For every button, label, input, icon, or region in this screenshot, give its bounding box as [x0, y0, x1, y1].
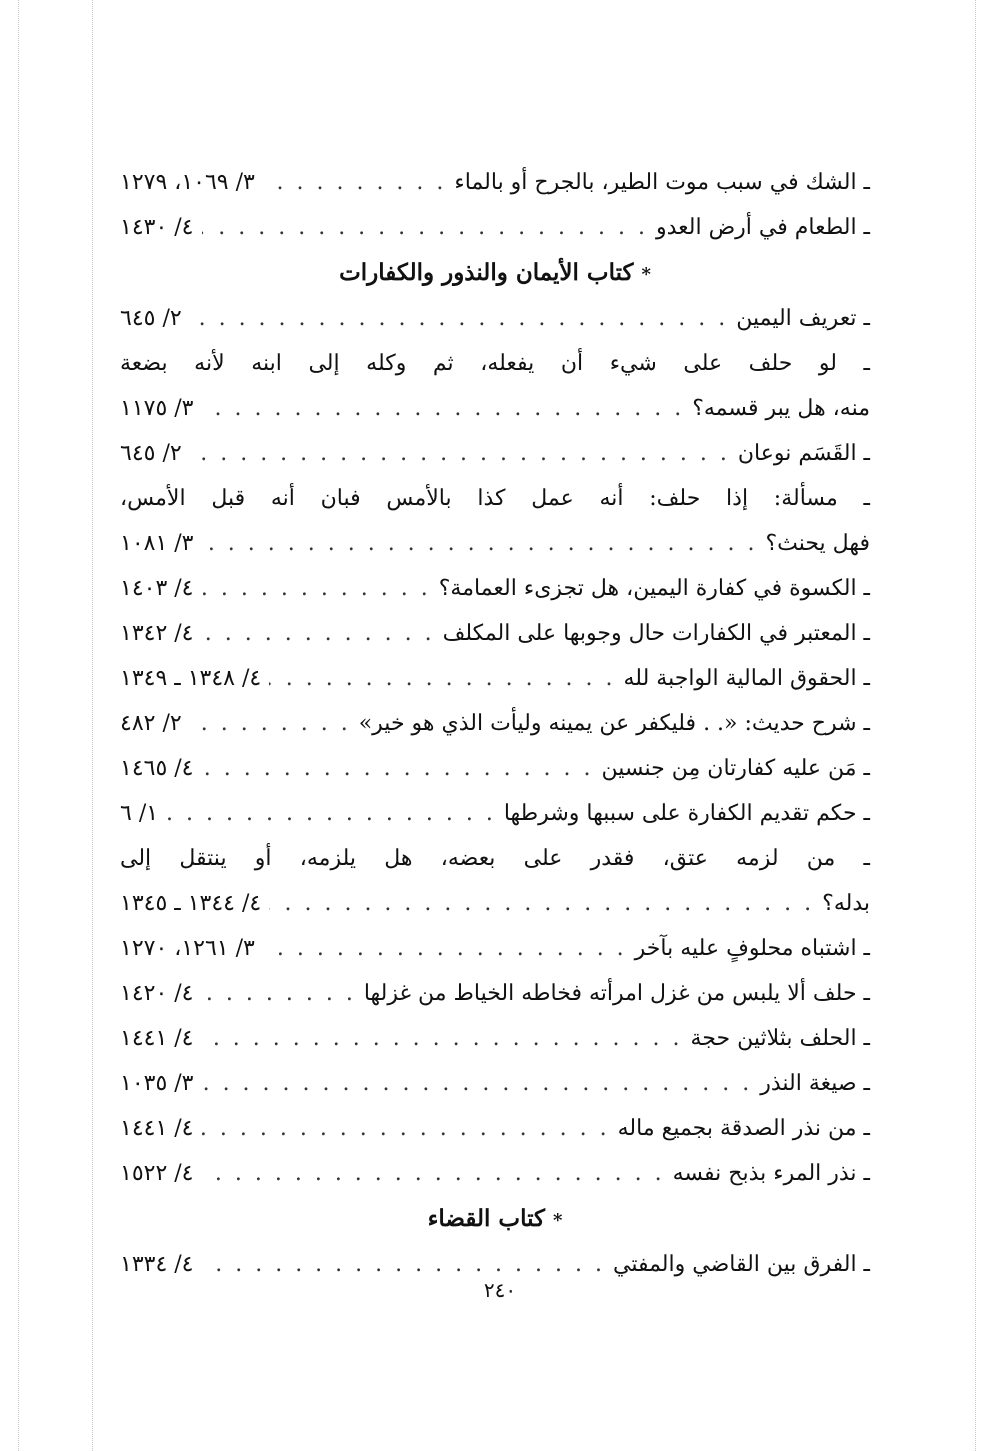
index-entry: ـ الكسوة في كفارة اليمين، هل تجزىء العمامة؟ . . . ٤/ ١٤٠٣: [120, 566, 870, 611]
entries-block-5: [120, 926, 870, 1196]
index-entry: ـ الفرق بين القاضي والمفتي . . . ٤/ ١٣٣٤: [120, 1242, 870, 1287]
index-entry: ـ الطعام في أرض العدو . . . ٤/ ١٤٣٠: [120, 205, 870, 250]
index-entry: ـ المعتبر في الكفارات حال وجوبها على المكلف . . . ٤/ ١٣٤٢: [120, 611, 870, 656]
page-number: ٢٤٠: [483, 1278, 517, 1302]
entries-block-1: [120, 160, 870, 250]
scan-edge-left: [18, 0, 19, 1451]
star-icon: *: [641, 264, 651, 285]
scan-edge-right: [975, 0, 976, 1451]
index-entry: فهل يحنث؟ . . . ٣/ ١٠٨١: [120, 521, 870, 566]
index-entry: ـ صيغة النذر . . . ٣/ ١٠٣٥: [120, 1061, 870, 1106]
entries-block-4: [120, 566, 870, 836]
index-entry: ـ مَن عليه كفارتان مِن جنسين . . . ٤/ ١٤٦٥: [120, 746, 870, 791]
index-entry: ـ القَسَم نوعان . . . ٢/ ٦٤٥: [120, 431, 870, 476]
index-entry: ـ شرح حديث: «. . فليكفر عن يمينه وليأت الذي هو خير» . . . ٢/ ٤٨٢: [120, 701, 870, 746]
star-icon: *: [552, 1210, 563, 1231]
index-entry: منه، هل يبر قسمه؟ . . . ٣/ ١١٧٥: [120, 386, 870, 431]
index-entry: ـ تعريف اليمين . . . ٢/ ٦٤٥: [120, 296, 870, 341]
index-entry: ـ حلف ألا يلبس من غزل امرأته فخاطه الخياط من غزلها . . . ٤/ ١٤٢٠: [120, 971, 870, 1016]
index-entry-line: ـ من لزمه عتق، فقدر على بعضه، هل يلزمه، أو ينتقل إلى: [120, 846, 870, 871]
index-entry-line: ـ لو حلف على شيء أن يفعله، ثم وكله إلى ابنه لأنه بضعة: [120, 351, 870, 376]
index-entry: ـ حكم تقديم الكفارة على سببها وشرطها . . . ١/ ٦: [120, 791, 870, 836]
scan-edge-left-2: [92, 0, 93, 1451]
index-entry-line: ـ مسألة: إذا حلف: أنه عمل كذا بالأمس فبان أنه قبل الأمس،: [120, 486, 871, 511]
index-page: [120, 160, 870, 1287]
index-entry: بدله؟ . . . ٤/ ١٣٤٤ ـ ١٣٤٥: [120, 881, 870, 926]
index-entry: ـ الشك في سبب موت الطير، بالجرح أو بالماء . . . ٣/ ١٠٦٩، ١٢٧٩: [120, 160, 870, 205]
section-heading-judiciary: *كتاب القضاء: [427, 1205, 563, 1232]
index-entry: ـ نذر المرء بذبح نفسه . . . ٤/ ١٥٢٢: [120, 1151, 870, 1196]
index-entry: ـ اشتباه محلوفٍ عليه بآخر . . . ٣/ ١٢٦١، ١٢٧٠: [120, 926, 870, 971]
index-entry: ـ من نذر الصدقة بجميع ماله . . . ٤/ ١٤٤١: [120, 1106, 870, 1151]
index-entry: ـ الحقوق المالية الواجبة لله . . . ٤/ ١٣٤٨ ـ ١٣٤٩: [120, 656, 870, 701]
index-entry: ـ الحلف بثلاثين حجة . . . ٤/ ١٤٤١: [120, 1016, 870, 1061]
section-heading-oaths: *كتاب الأيمان والنذور والكفارات: [339, 259, 651, 286]
